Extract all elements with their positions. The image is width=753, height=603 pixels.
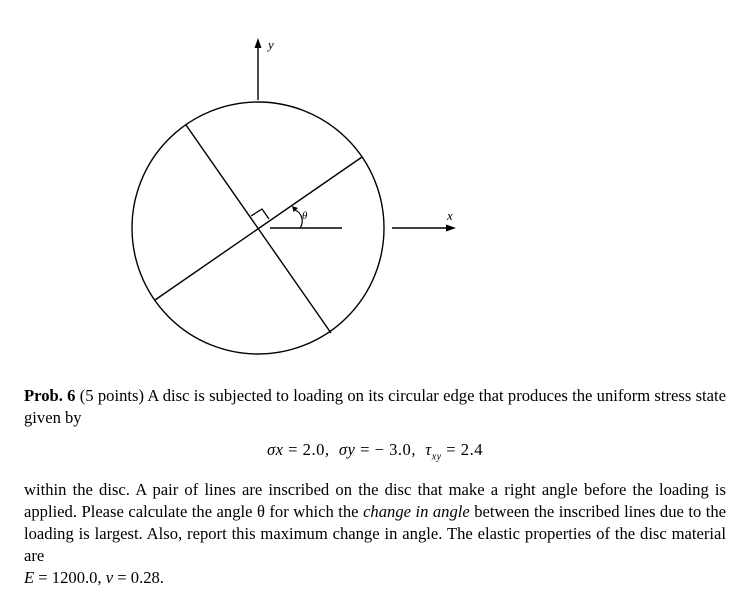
problem-statement <box>24 385 726 589</box>
x-axis-arrow <box>392 225 456 232</box>
y-axis-arrow <box>255 38 262 100</box>
sigma-x-symbol: σx <box>266 440 284 459</box>
poisson-ratio-value: 0.28. <box>130 568 164 588</box>
problem-body-emphasis: change in angle <box>363 502 470 522</box>
theta-label: θ <box>302 210 308 222</box>
problem-body-part2: between the inscribed lines due to the loading is largest. Also, report this maximum change in angle. The elastic properties of the disc material are <box>24 502 727 566</box>
sigma-x-value: 2.0, <box>302 440 330 459</box>
sigma-y-symbol: σy <box>338 440 356 459</box>
x-axis-label: x <box>447 208 453 223</box>
right-angle-marker <box>251 209 269 219</box>
problem-body: within the disc. A pair of lines are inscribed on the disc that make a right angle before the loading is applied. Please calculate the angle θ for which the change in angle between the inscribed lines due to the loading is largest. Also, report this maximum change in angle. The elastic properties of the disc material are E = 1200.0, ν = 0.28. <box>24 480 727 588</box>
problem-intro <box>24 385 726 429</box>
problem-points: (5 points) <box>79 386 144 405</box>
tau-subscript: xy <box>431 451 442 463</box>
poisson-ratio-symbol: ν <box>105 568 114 588</box>
stress-state-equation: σx = 2.0, σy = − 3.0, $\tau_{xy} = 2.4$ <box>266 440 484 463</box>
theta-arc <box>292 206 302 228</box>
youngs-modulus-value: 1200.0, <box>51 568 102 588</box>
y-axis-label: y <box>268 37 274 52</box>
problem-heading: Prob. 6 <box>24 386 76 405</box>
youngs-modulus-symbol: E <box>24 568 35 588</box>
problem-intro-text: A disc is subjected to loading on its circular edge that produces the uniform stress state given by <box>24 386 726 427</box>
tau-symbol: τ <box>425 440 432 459</box>
tau-value: 2.4 <box>460 440 484 459</box>
sigma-y-value: − 3.0, <box>374 440 416 459</box>
problem-body-part1: within the disc. A pair of lines are inscribed on the disc that make a right angle before the loading is applied. Please calculate the angle θ for which the <box>24 480 726 522</box>
